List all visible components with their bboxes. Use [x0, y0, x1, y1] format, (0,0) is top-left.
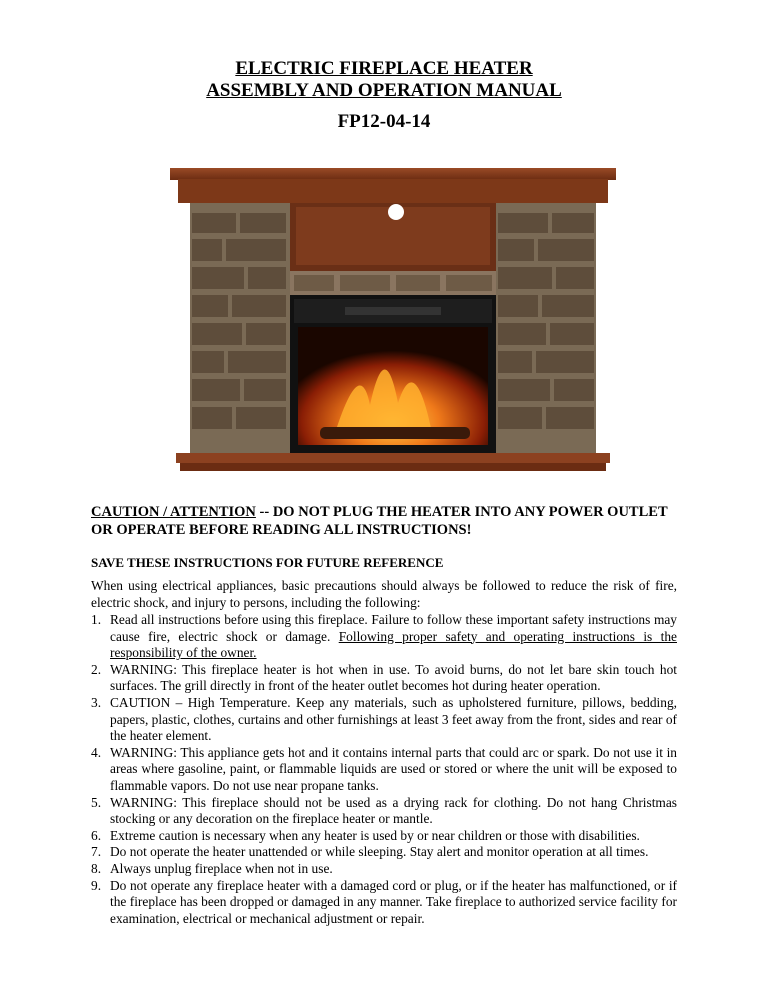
caution-label: CAUTION / ATTENTION: [91, 504, 256, 520]
safety-instructions-list: [91, 612, 677, 927]
intro-paragraph: When using electrical appliances, basic precautions should always be followed to reduce the risk of fire, electric shock, and injury to persons, including the following:: [91, 578, 677, 610]
save-instructions-heading: SAVE THESE INSTRUCTIONS FOR FUTURE REFERENCE: [91, 555, 444, 570]
list-item: 4. WARNING: This appliance gets hot and it contains internal parts that could arc or spark. Do not use it in areas where gasoline, paint, or flammable liquids are used or stored or where the unit will be exposed to flammable vapors. Do not use near propane tanks.: [91, 744, 677, 793]
list-item: 6. Extreme caution is necessary when any heater is used by or near children or those with disabilities.: [91, 827, 640, 843]
manual-title-line2: ASSEMBLY AND OPERATION MANUAL: [206, 80, 562, 101]
cable-hole: [388, 204, 404, 220]
manual-title-line1: ELECTRIC FIREPLACE HEATER: [235, 58, 533, 79]
list-item: 7. Do not operate the heater unattended or while sleeping. Stay alert and monitor operation at all times.: [91, 844, 649, 860]
owner-responsibility-note: Following proper safety and operating instructions is the responsibility of the owner.: [110, 628, 677, 661]
list-item: 8. Always unplug fireplace when not in use.: [91, 860, 333, 876]
list-item: 3. CAUTION – High Temperature. Keep any materials, such as upholstered furniture, pillows, bedding, papers, plastic, clothes, curtains and other furnishings at least 3 feet away from the front, sides and rear of the heater element.: [91, 694, 677, 744]
caution-notice: [91, 503, 691, 539]
caution-text: -- DO NOT PLUG THE HEATER INTO ANY POWER OUTLET OR OPERATE BEFORE READING ALL INSTRUCTIONS!: [91, 504, 668, 538]
list-item: 9. Do not operate any fireplace heater with a damaged cord or plug, or if the heater has malfunctioned, or if the fireplace has been dropped or damaged in any manner. Take fireplace to authorized service facility for examination, electrical or mechanical adjustment or repair.: [91, 877, 677, 926]
list-item: 5. WARNING: This fireplace should not be used as a drying rack for clothing. Do not hang Christmas stocking or any decoration on the fireplace heater or mantle.: [91, 794, 677, 827]
list-item: 1. Read all instructions before using this fireplace. Failure to follow these important safety instructions may cause fire, electric shock or damage. Following proper safety and operating instructions is the responsibility of the owner.: [91, 612, 677, 661]
list-item: 2. WARNING: This fireplace heater is hot when in use. To avoid burns, do not let bare skin touch hot surfaces. The grill directly in front of the heater outlet becomes hot during heater operation.: [91, 661, 677, 694]
mantel-top: [170, 168, 616, 180]
hearth-base: [176, 453, 610, 463]
model-number: FP12-04-14: [337, 111, 431, 132]
fireplace-illustration: [170, 165, 616, 475]
